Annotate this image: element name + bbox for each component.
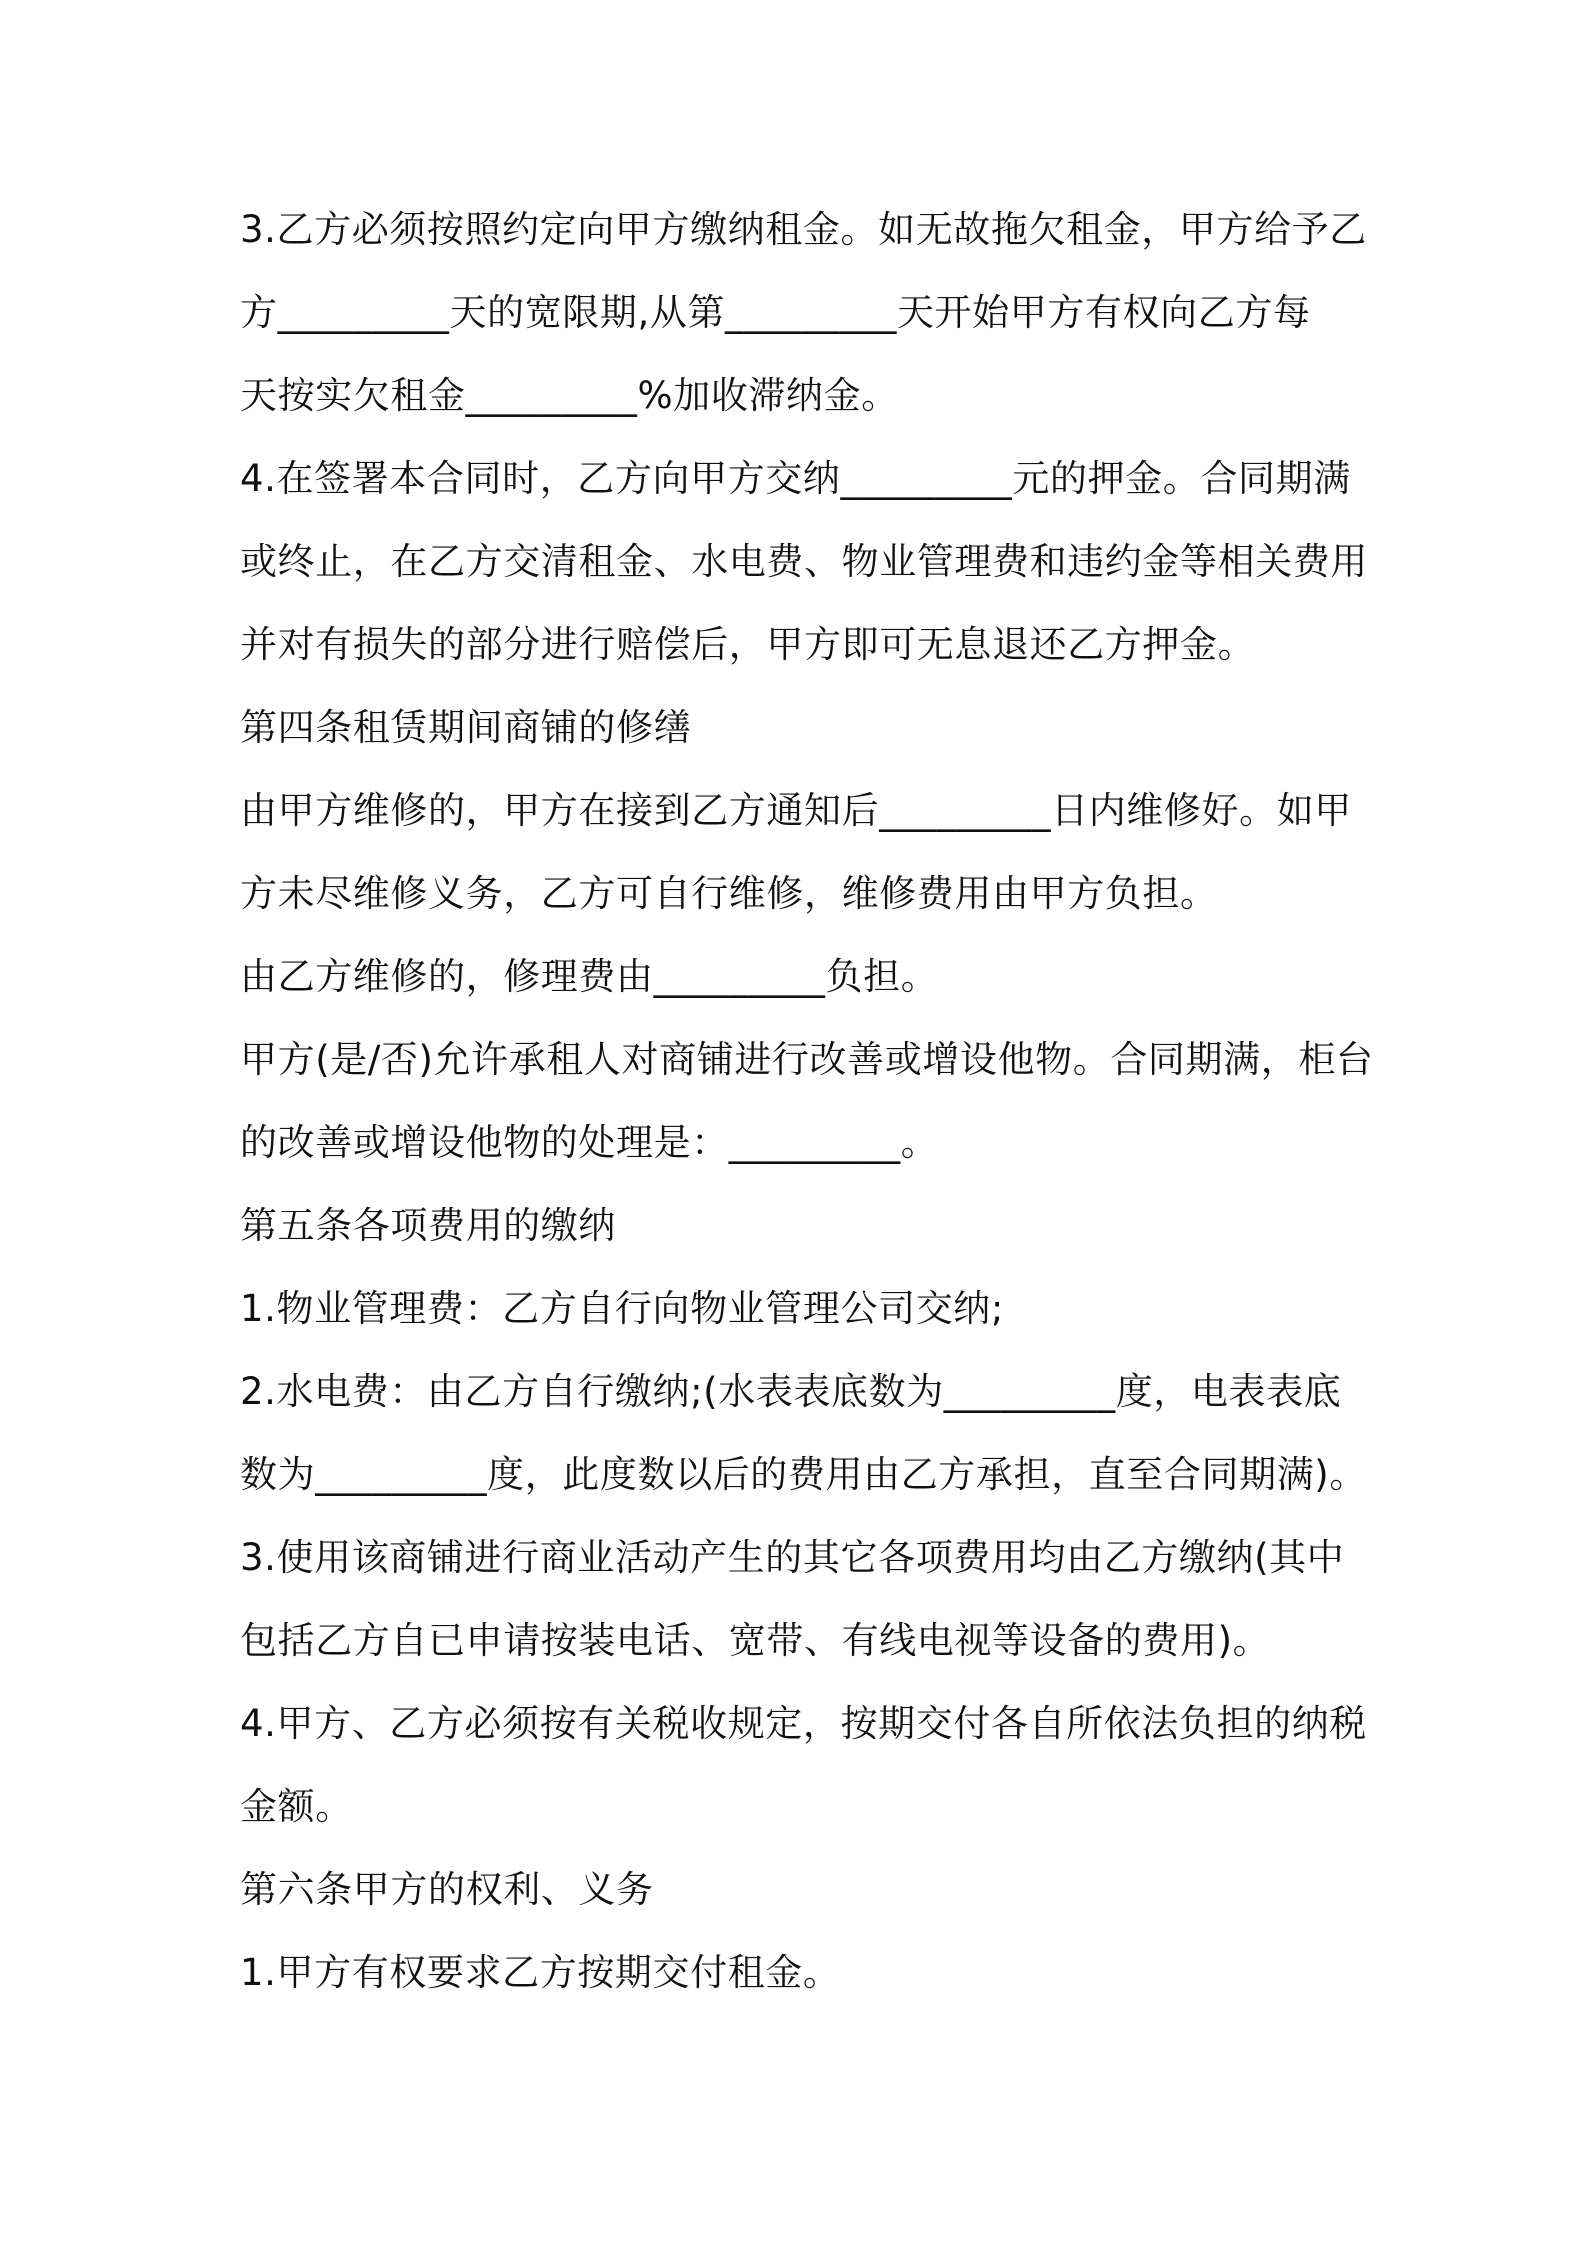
repair-by-party-a-line-2: 方未尽维修义务，乙方可自行维修，维修费用由甲方负担。 (240, 872, 1218, 915)
fee-item-2-utilities-line-1: 2.水电费：由乙方自行缴纳;(水表表底数为_________度，电表表底 (240, 1370, 1342, 1413)
improvements-clause-line-2: 的改善或增设他物的处理是：_________。 (240, 1121, 939, 1164)
party-a-right-1: 1.甲方有权要求乙方按期交付租金。 (240, 1951, 841, 1994)
clause-3-rent-payment-line-2: 方_________天的宽限期,从第_________天开始甲方有权向乙方每 (240, 291, 1311, 334)
clause-4-deposit-line-1: 4.在签署本合同时，乙方向甲方交纳_________元的押金。合同期满 (240, 457, 1351, 500)
fee-item-2-utilities-line-2: 数为_________度，此度数以后的费用由乙方承担，直至合同期满)。 (240, 1453, 1367, 1496)
clause-3-rent-payment-line-1: 3.乙方必须按照约定向甲方缴纳租金。如无故拖欠租金，甲方给予乙 (240, 208, 1367, 251)
article-5-heading: 第五条各项费用的缴纳 (240, 1204, 616, 1247)
article-4-heading: 第四条租赁期间商铺的修缮 (240, 706, 692, 749)
clause-3-rent-payment-line-3: 天按实欠租金_________%加收滞纳金。 (240, 374, 899, 417)
article-6-heading: 第六条甲方的权利、义务 (240, 1868, 654, 1911)
repair-by-party-a-line-1: 由甲方维修的，甲方在接到乙方通知后_________日内维修好。如甲 (240, 789, 1352, 832)
clause-4-deposit-line-3: 并对有损失的部分进行赔偿后，甲方即可无息退还乙方押金。 (240, 623, 1256, 666)
fee-item-4-taxes-line-2: 金额。 (240, 1785, 353, 1828)
fee-item-3-other-fees-line-1: 3.使用该商铺进行商业活动产生的其它各项费用均由乙方缴纳(其中 (240, 1536, 1345, 1579)
fee-item-4-taxes-line-1: 4.甲方、乙方必须按有关税收规定，按期交付各自所依法负担的纳税 (240, 1702, 1367, 1745)
improvements-clause-line-1: 甲方(是/否)允许承租人对商铺进行改善或增设他物。合同期满，柜台 (240, 1038, 1374, 1081)
fee-item-3-other-fees-line-2: 包括乙方自已申请按装电话、宽带、有线电视等设备的费用)。 (240, 1619, 1271, 1662)
repair-by-party-b-line: 由乙方维修的，修理费由_________负担。 (240, 955, 939, 998)
fee-item-1-property-management: 1.物业管理费：乙方自行向物业管理公司交纳; (240, 1287, 1004, 1330)
clause-4-deposit-line-2: 或终止，在乙方交清租金、水电费、物业管理费和违约金等相关费用 (240, 540, 1368, 583)
